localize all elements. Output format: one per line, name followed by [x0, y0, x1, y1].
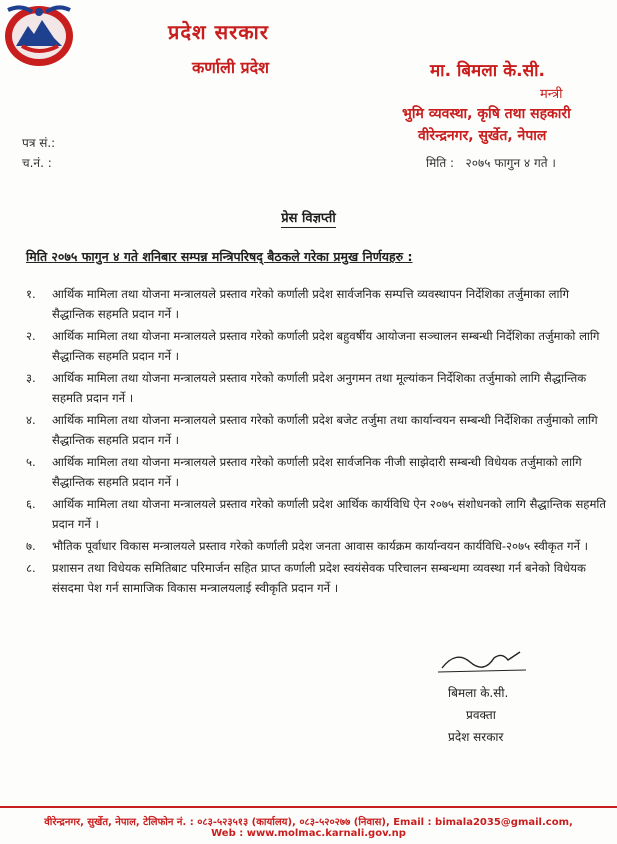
decision-number: ५.	[26, 455, 36, 469]
signatory-block	[448, 682, 508, 748]
press-release-title-text: प्रेस विज्ञप्ती	[281, 211, 336, 226]
decision-text: आर्थिक मामिला तथा योजना मन्त्रालयले प्रस्ताव गरेको कर्णाली प्रदेश आर्थिक कार्यविधि ऐन २०७५ संशोधनको लागि सैद्धान्तिक सहमति प्रदान गर्ने ।	[52, 497, 606, 531]
decision-text: आर्थिक मामिला तथा योजना मन्त्रालयले प्रस्ताव गरेको कर्णाली प्रदेश बजेट तर्जुमा तथा कार्यान्वयन सम्बन्धी निर्देशिका तर्जुमाको लागि सैद्धान्तिक सहमति प्रदान गर्ने ।	[52, 413, 598, 447]
decision-number: ७.	[26, 539, 36, 553]
decision-item	[26, 410, 606, 450]
dispatch-number-label: च.नं. :	[22, 156, 52, 170]
decision-item	[26, 284, 606, 324]
handwritten-signature	[436, 646, 528, 674]
date-value: २०७५ फागुन ४ गते ।	[465, 156, 556, 170]
decision-number: ३.	[26, 371, 36, 385]
decision-number: २.	[26, 329, 36, 343]
date-line	[426, 154, 556, 171]
decisions-subject: मिति २०७५ फागुन ४ गते शनिबार सम्पन्न मन्त्रिपरिषद् बैठकले गरेका प्रमुख निर्णयहरु :	[26, 249, 413, 264]
decision-number: ८.	[26, 561, 36, 575]
signatory-org: प्रदेश सरकार	[448, 730, 504, 744]
decision-text: प्रशासन तथा विधेयक समितिबाट परिमार्जन सहित प्राप्त कर्णाली प्रदेश स्वयंसेवक परिचालन सम्बन्धमा व्यवस्था गर्न बनेको विधेयक संसदमा पेश गर्न सामाजिक विकास मन्त्रालयलाई स्वीकृति प्रदान गर्ने ।	[52, 561, 586, 595]
decision-item	[26, 368, 606, 408]
decision-number: ४.	[26, 413, 36, 427]
decision-text: आर्थिक मामिला तथा योजना मन्त्रालयले प्रस्ताव गरेको कर्णाली प्रदेश सार्वजनिक सम्पत्ति व्यवस्थापन निर्देशिका तर्जुमाका लागि सैद्धान्तिक सहमति प्रदान गर्ने ।	[52, 287, 570, 321]
government-title: प्रदेश सरकार	[168, 20, 269, 44]
press-release-title	[0, 208, 617, 226]
decision-text: आर्थिक मामिला तथा योजना मन्त्रालयले प्रस्ताव गरेको कर्णाली प्रदेश सार्वजनिक नीजी साझेदारी सम्बन्धी विधेयक तर्जुमाको लागि सैद्धान्तिक सहमति प्रदान गर्ने ।	[52, 455, 582, 489]
ministry-name: भुमि व्यवस्था, कृषि तथा सहकारी	[402, 106, 571, 122]
decision-list	[26, 284, 606, 600]
signatory-role: प्रवक्ता	[466, 708, 496, 722]
decision-item	[26, 326, 606, 366]
nepal-emblem-icon	[2, 2, 76, 68]
decision-number: १.	[26, 287, 36, 301]
minister-name: मा. बिमला के.सी.	[430, 61, 545, 81]
office-address: वीरेन्द्रनगर, सुर्खेत, नेपाल	[418, 128, 547, 144]
decision-item	[26, 494, 606, 534]
decision-item	[26, 558, 606, 598]
signatory-name: बिमला के.सी.	[448, 686, 509, 700]
footer-website: Web : www.molmac.karnali.gov.np	[211, 828, 406, 839]
decision-item	[26, 452, 606, 492]
footer-contact: वीरेन्द्रनगर, सुर्खेत, नेपाल, टेलिफोन नं. : ०८३-५२३५१३ (कार्यालय), ०८३-५२०२७७ (निवास), Email : bimala2035@gmail.com,	[44, 817, 573, 828]
minister-title: मन्त्री	[540, 87, 563, 102]
footer-divider	[0, 806, 617, 808]
decision-text: आर्थिक मामिला तथा योजना मन्त्रालयले प्रस्ताव गरेको कर्णाली प्रदेश अनुगमन तथा मूल्यांकन निर्देशिका तर्जुमाको लागि सैद्धान्तिक सहमति प्रदान गर्ने ।	[52, 371, 587, 405]
decision-item	[26, 536, 606, 556]
province-name: कर्णाली प्रदेश	[192, 58, 270, 77]
date-label: मिति :	[426, 156, 455, 170]
decision-text: भौतिक पूर्वाधार विकास मन्त्रालयले प्रस्ताव गरेको कर्णाली प्रदेश जनता आवास कार्यक्रम कार्यान्वयन कार्यविधि-२०७५ स्वीकृत गर्ने ।	[52, 539, 589, 553]
decision-number: ६.	[26, 497, 36, 511]
decision-text: आर्थिक मामिला तथा योजना मन्त्रालयले प्रस्ताव गरेको कर्णाली प्रदेश बहुवर्षीय आयोजना सञ्चालन सम्बन्धी निर्देशिका तर्जुमाको लागि सैद्धान्तिक सहमति प्रदान गर्ने ।	[52, 329, 600, 363]
letter-number-label: पत्र सं.:	[22, 136, 56, 150]
